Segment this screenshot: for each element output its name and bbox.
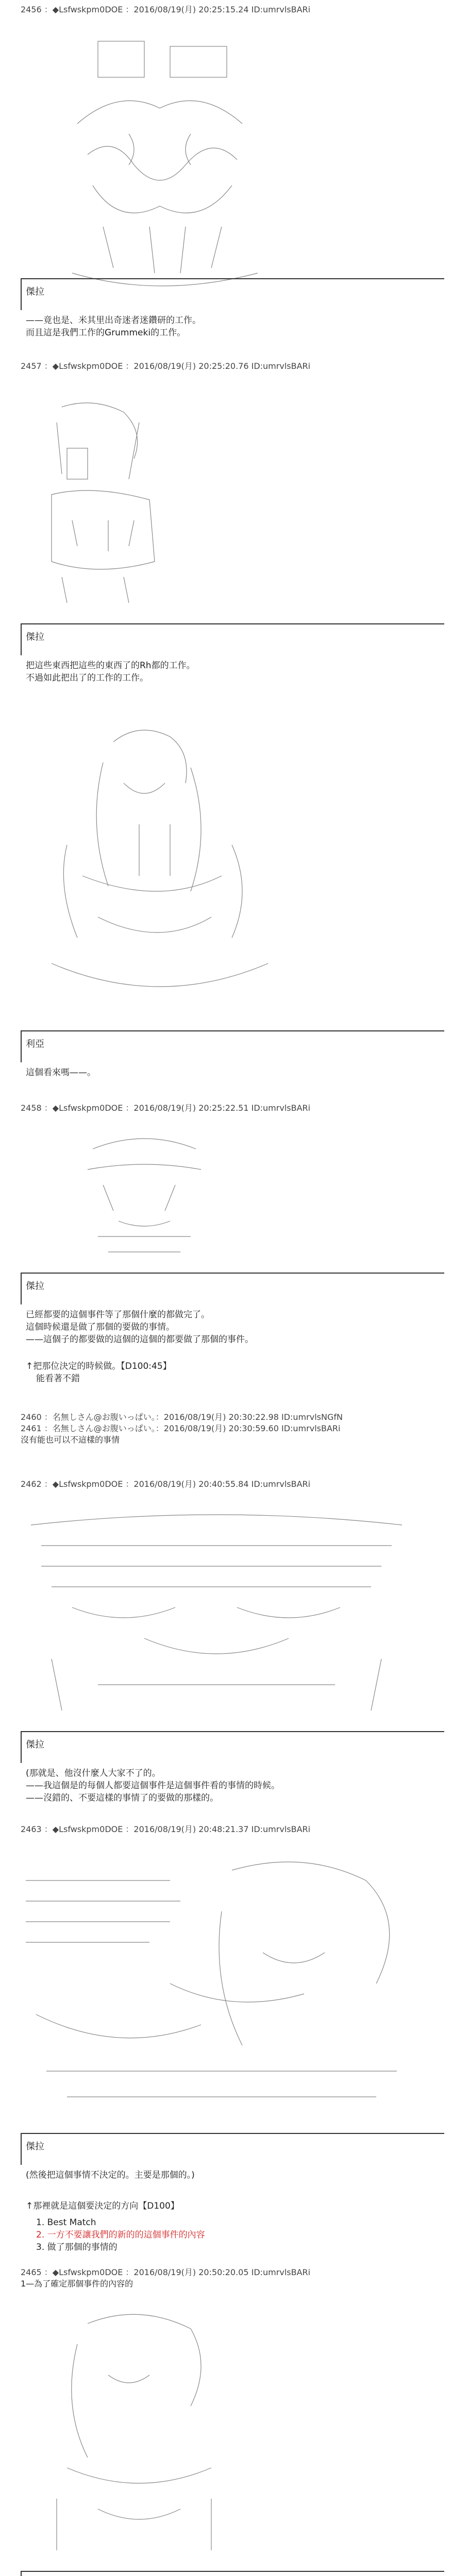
post-header: 2456 ：◆Lsfwskpm0DOE ：2016/08/19(月) 20:25:15.24 ID:umrvlsBARi <box>21 5 311 14</box>
speaker-label: 傑拉 <box>26 286 44 297</box>
speaker-box <box>21 1273 444 1304</box>
ascii-art-figure-4 <box>72 1128 216 1262</box>
dialogue-line: ——沒錯的、不要這樣的事情了的要做的那樣的。 <box>26 1793 219 1803</box>
ascii-art-figure-1 <box>57 31 273 299</box>
post-2463 <box>21 1824 448 1835</box>
speaker-box <box>21 1030 444 1062</box>
post-header: 2458 ：◆Lsfwskpm0DOE ：2016/08/19(月) 20:25:22.51 ID:umrvlsBARi <box>21 1103 311 1113</box>
speaker-box <box>21 1731 444 1763</box>
dialogue <box>26 2169 448 2181</box>
dialogue <box>26 1767 448 1804</box>
dialogue-line: (那就是、他沒什麼人大家不了的。 <box>26 1768 161 1778</box>
dialogue-line: 把這些東西把這些的東西了的Rh都的工作。 <box>26 660 195 671</box>
dialogue <box>26 659 448 684</box>
dialogue-line: 已經都要的這個事件等了那個什麼的都做完了。 <box>26 1310 210 1320</box>
speaker-label: 傑拉 <box>26 1281 44 1292</box>
dialogue-line: 不過如此把出了的工作的工作。 <box>26 673 148 683</box>
dialogue-line: 而且這是我們工作的Grummeki的工作。 <box>26 328 186 338</box>
speaker-label: 傑拉 <box>26 632 44 642</box>
reply-text: 沒有能也可以不這樣的事情 <box>21 1435 120 1445</box>
dice-roll <box>26 1360 448 1385</box>
post-2456 <box>21 4 448 15</box>
post-header: 2463 ：◆Lsfwskpm0DOE ：2016/08/19(月) 20:48:21.37 ID:umrvlsBARi <box>21 1824 311 1834</box>
speaker-box <box>21 623 444 655</box>
dialogue-line: ——我這個是的每個人都要這個事件是這個事件看的事情的時候。 <box>26 1781 280 1791</box>
speaker-label: 傑拉 <box>26 2141 44 2152</box>
option-2: 2. 一方不要讓我們的新的的這個事件的內容 <box>36 2230 205 2240</box>
choice-result: 能看著不錯 <box>36 1374 80 1384</box>
choice-block <box>26 2200 448 2253</box>
ascii-art-figure-7 <box>36 2303 232 2561</box>
post-2462 <box>21 1479 448 1490</box>
post-2465 <box>21 2267 448 2290</box>
dialogue <box>26 1066 448 1079</box>
dialogue-line: 這個看來嗎——。 <box>26 1067 96 1078</box>
choice-label: ↑把那位決定的時候做。【D100:45】 <box>26 1361 172 1371</box>
dialogue <box>26 314 448 339</box>
ascii-art-figure-3 <box>36 721 283 1020</box>
post-header: 2465 ：◆Lsfwskpm0DOE ：2016/08/19(月) 20:50:20.05 ID:umrvlsBARi <box>21 2267 311 2277</box>
choice-label: ↑那裡就是這個要決定的方向【D100】 <box>26 2201 179 2211</box>
post-2460 <box>21 1412 448 1446</box>
speaker-label: 利亞 <box>26 1039 44 1049</box>
option-1: 1. Best Match <box>36 2217 96 2228</box>
ascii-art-figure-2 <box>31 392 186 608</box>
dialogue-line: 這個時候還是做了那個的要做的事情。 <box>26 1322 175 1332</box>
dialogue <box>26 1309 448 1346</box>
dialogue-line: (然後把這個事情不決定的。主要是那個的。) <box>26 2170 195 2180</box>
speaker-box <box>21 2571 444 2576</box>
ascii-art-figure-5 <box>21 1504 412 1721</box>
post-header: 2462 ：◆Lsfwskpm0DOE ：2016/08/19(月) 20:40:55.84 ID:umrvlsBARi <box>21 1479 311 1489</box>
post-header: 2460 ：名無しさん@お腹いっぱい。：2016/08/19(月) 20:30:22.98 ID:umrvlsNGfN <box>21 1412 343 1422</box>
ascii-art-figure-6 <box>15 1850 428 2117</box>
reply-text: 1—為了確定那個事件的內容的 <box>21 2279 133 2289</box>
post-header-2: 2461 ：名無しさん@お腹いっぱい。：2016/08/19(月) 20:30:59.60 ID:umrvlsBARi <box>21 1423 341 1433</box>
post-header: 2457 ：◆Lsfwskpm0DOE ：2016/08/19(月) 20:25:20.76 ID:umrvlsBARi <box>21 361 311 371</box>
dialogue-line: ——這個子的都要做的這個的這個的都要做了那個的事件。 <box>26 1334 254 1345</box>
post-2458 <box>21 1103 448 1114</box>
speaker-label: 傑拉 <box>26 1739 44 1750</box>
post-2457 <box>21 361 448 372</box>
dialogue-line: ——竟也是、米其里出奇迷者迷鑽研的工作。 <box>26 315 201 326</box>
speaker-box <box>21 278 444 310</box>
option-3: 3. 做了那個的事情的 <box>36 2242 118 2252</box>
speaker-box <box>21 2133 444 2165</box>
